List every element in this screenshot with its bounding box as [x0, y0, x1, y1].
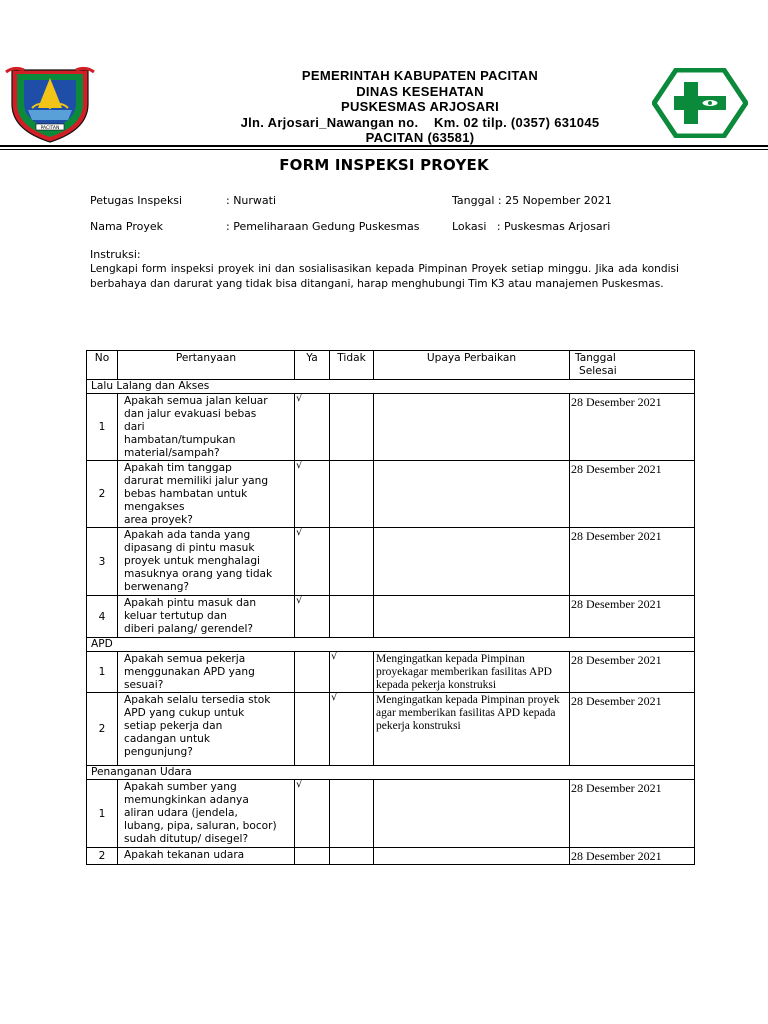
header-line-puskesmas: PUSKESMAS ARJOSARI [340, 99, 500, 114]
section-row [87, 380, 695, 394]
question-cell [118, 693, 295, 766]
question-line: Apakah tim tanggap [124, 462, 232, 474]
inspection-table [86, 350, 695, 865]
tidak-check [330, 528, 374, 596]
question-line: diberi palang/ gerendel? [124, 623, 254, 635]
nama-proyek-label: Nama Proyek [90, 220, 164, 233]
question-line: dari [124, 421, 145, 433]
tanggal-selesai-cell: 28 Desember 2021 [570, 394, 695, 461]
upaya-perbaikan-cell [374, 461, 570, 528]
section-title: APD [87, 638, 695, 652]
table-row [87, 596, 695, 638]
col-header-tanggal-line1: Tanggal [575, 352, 616, 364]
header-line-address: Jln. Arjosari_Nawangan no. Km. 02 tilp. (0357) 631045 [240, 114, 600, 130]
row-number: 2 [87, 693, 118, 766]
ya-check: √ [295, 780, 330, 848]
question-cell [118, 848, 295, 865]
tidak-check [330, 461, 374, 528]
row-number: 1 [87, 394, 118, 461]
table-row [87, 394, 695, 461]
ya-check: √ [295, 461, 330, 528]
letterhead [0, 0, 768, 150]
tidak-check [330, 394, 374, 461]
petugas-value: : Nurwati [226, 194, 277, 207]
tanggal-selesai-cell: 28 Desember 2021 [570, 652, 695, 693]
row-number: 2 [87, 461, 118, 528]
ya-check [295, 693, 330, 766]
tidak-check [330, 848, 374, 865]
question-line: bebas hambatan untuk [124, 488, 248, 500]
tanggal-selesai-cell: 28 Desember 2021 [570, 693, 695, 766]
question-cell [118, 461, 295, 528]
pacitan-regency-emblem-icon [2, 64, 98, 144]
table-row [87, 780, 695, 848]
question-line: cadangan untuk [124, 733, 210, 745]
question-line: Apakah semua pekerja [124, 653, 246, 665]
tidak-check: √ [330, 693, 374, 766]
upaya-perbaikan-cell [374, 848, 570, 865]
question-line: material/sampah? [124, 447, 220, 459]
question-line: Apakah selalu tersedia stok [124, 694, 271, 706]
section-row [87, 766, 695, 780]
question-line: area proyek? [124, 514, 193, 526]
question-cell [118, 596, 295, 638]
ya-check [295, 848, 330, 865]
question-cell [118, 652, 295, 693]
header-line-city: PACITAN (63581) [365, 130, 475, 145]
col-header-upaya: Upaya Perbaikan [374, 351, 570, 380]
tidak-check [330, 780, 374, 848]
lokasi: Lokasi : Puskesmas Arjosari [452, 220, 611, 233]
question-line: dan jalur evakuasi bebas [124, 408, 257, 420]
upaya-perbaikan-cell [374, 394, 570, 461]
form-title: FORM INSPEKSI PROYEK [279, 156, 489, 174]
question-line: pengunjung? [124, 746, 193, 758]
question-line: setiap pekerja dan [124, 720, 223, 732]
question-line: berwenang? [124, 581, 190, 593]
row-number: 1 [87, 652, 118, 693]
upaya-perbaikan-cell [374, 528, 570, 596]
section-title: Penanganan Udara [87, 766, 695, 780]
tanggal-selesai-cell: 28 Desember 2021 [570, 848, 695, 865]
tanggal-selesai-cell: 28 Desember 2021 [570, 780, 695, 848]
emblem-banner-text: PACITAN [40, 126, 60, 131]
question-cell [118, 528, 295, 596]
question-line: sudah ditutup/ disegel? [124, 833, 249, 845]
question-line: mengakses [124, 501, 185, 513]
col-header-tanggal [570, 351, 695, 380]
upaya-perbaikan-cell [374, 596, 570, 638]
header-line-pemerintah: PEMERINTAH KABUPATEN PACITAN [301, 68, 539, 83]
question-line: darurat memiliki jalur yang [124, 475, 269, 487]
table-row [87, 693, 695, 766]
col-header-tanggal-line2: Selesai [579, 365, 617, 377]
question-line: Apakah tekanan udara [124, 849, 245, 861]
upaya-perbaikan-cell: Mengingatkan kepada Pimpinan proyekagar memberikan fasilitas APD kepada pekerja konstruksi [374, 652, 570, 693]
question-line: Apakah pintu masuk dan [124, 597, 257, 609]
instruksi-heading: Instruksi: [90, 248, 141, 261]
row-number: 3 [87, 528, 118, 596]
instruksi-body: Lengkapi form inspeksi proyek ini dan sosialisasikan kepada Pimpinan Proyek setiap minggu. Jika ada kondisi berbahaya dan darurat yang tidak bisa ditangani, harap menghubungi Tim K3 atau manajemen Puskesmas. [90, 263, 679, 290]
tanggal-selesai-cell: 28 Desember 2021 [570, 461, 695, 528]
question-line: Apakah sumber yang [124, 781, 237, 793]
question-line: proyek untuk menghalagi [124, 555, 261, 567]
section-title: Lalu Lalang dan Akses [87, 380, 695, 394]
question-line: aliran udara (jendela, [124, 807, 238, 819]
table-header-row [87, 351, 695, 380]
question-line: masuknya orang yang tidak [124, 568, 273, 580]
nama-proyek-value: : Pemeliharaan Gedung Puskesmas [226, 220, 420, 233]
col-header-tidak: Tidak [330, 351, 374, 380]
upaya-perbaikan-cell: Mengingatkan kepada Pimpinan proyek agar memberikan fasilitas APD kepada pekerja konstruksi [374, 693, 570, 766]
question-line: Apakah ada tanda yang [124, 529, 251, 541]
question-line: APD yang cukup untuk [124, 707, 245, 719]
tanggal-selesai-cell: 28 Desember 2021 [570, 596, 695, 638]
question-cell [118, 780, 295, 848]
petugas-label: Petugas Inspeksi [90, 194, 183, 207]
col-header-pertanyaan: Pertanyaan [118, 351, 295, 380]
question-line: menggunakan APD yang [124, 666, 255, 678]
table-row [87, 848, 695, 865]
header-rule-thin [0, 149, 768, 150]
table-row [87, 461, 695, 528]
question-line: keluar tertutup dan [124, 610, 227, 622]
puskesmas-emblem-icon [652, 68, 748, 138]
row-number: 2 [87, 848, 118, 865]
tidak-check [330, 596, 374, 638]
upaya-perbaikan-cell [374, 780, 570, 848]
tanggal-selesai-cell: 28 Desember 2021 [570, 528, 695, 596]
header-rule-thick [0, 145, 768, 147]
question-line: lubang, pipa, saluran, bocor) [124, 820, 277, 832]
ya-check: √ [295, 596, 330, 638]
ya-check: √ [295, 528, 330, 596]
section-row [87, 638, 695, 652]
question-line: Apakah semua jalan keluar [124, 395, 268, 407]
row-number: 4 [87, 596, 118, 638]
ya-check: √ [295, 394, 330, 461]
question-line: dipasang di pintu masuk [124, 542, 255, 554]
row-number: 1 [87, 780, 118, 848]
ya-check [295, 652, 330, 693]
institution-header [200, 68, 640, 146]
question-line: hambatan/tumpukan [124, 434, 236, 446]
col-header-ya: Ya [295, 351, 330, 380]
table-row [87, 528, 695, 596]
question-cell [118, 394, 295, 461]
col-header-no: No [87, 351, 118, 380]
question-line: sesuai? [124, 679, 164, 691]
tidak-check: √ [330, 652, 374, 693]
tanggal-inspeksi: Tanggal : 25 Nopember 2021 [452, 194, 612, 207]
question-line: memungkinkan adanya [124, 794, 249, 806]
table-row [87, 652, 695, 693]
header-line-dinas: DINAS KESEHATAN [356, 83, 484, 99]
